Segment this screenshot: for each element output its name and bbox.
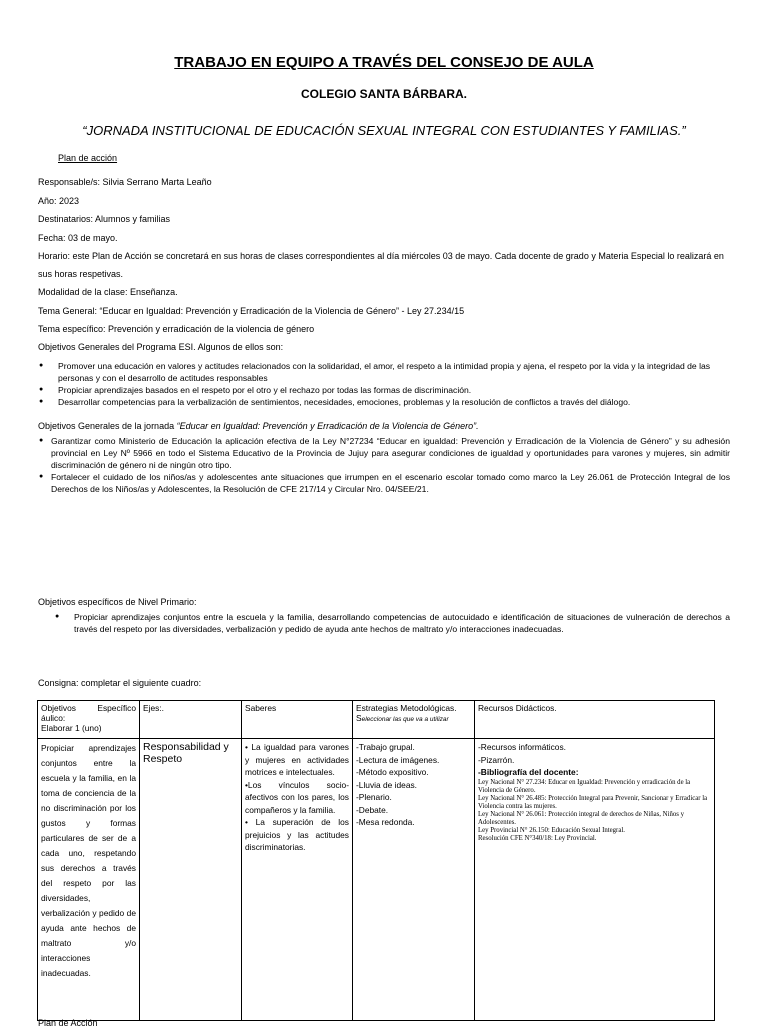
fecha-line: Fecha: 03 de mayo. [38,233,118,243]
header-objetivos [38,701,140,739]
consigna-line: Consigna: completar el siguiente cuadro: [38,678,202,688]
bibliografia-item: Resolución CFE N°340/18: Ley Provincial. [478,834,597,842]
header-estrategias [353,701,475,739]
cell-objetivo [38,739,140,1021]
table-header-row [38,701,715,739]
objetivos-jornada-list [38,435,730,495]
bibliografia-item: Ley Provincial N° 26.150: Educación Sexual Integral. [478,826,625,834]
header-estrategias-note-initial: S [356,713,362,723]
list-item: ● Garantizar como Ministerio de Educación la aplicación efectiva de la Ley N°27234 “Educar en igualdad: Prevención y Erradicación de la Violencia de Género” y su adhesión provincial en Ley Nº 5966 en todo el Sistema Educativo de la Provincia de Jujuy para asegurar condiciones de igualdad y oportunidades para varones y mujeres, sin admitir discriminación de género ni de ningún otro tipo. [38,435,730,471]
header-recursos-label: Recursos Didácticos. [478,703,557,713]
estrategia-item: -Lectura de imágenes. [356,754,440,765]
objetivos-jornada-heading [38,421,479,431]
estrategia-item: -Trabajo grupal. [356,742,415,752]
eje-text: Responsabilidad y Respeto [143,741,229,765]
estrategia-item: -Método expositivo. [356,767,429,777]
bibliografia-item: Ley Nacional N° 27.234: Educar en Igualdad: Prevención y erradicación de la Violencia de Género. [478,778,691,794]
table-row [38,739,715,1021]
objetivos-jornada-prefix: Objetivos Generales de la jornada [38,421,177,431]
objetivos-primario-heading: Objetivos específicos de Nivel Primario: [38,597,197,607]
bibliografia-item: Ley Nacional N° 26.485: Protección Integral para Prevenir, Sancionar y Erradicar la Violencia contra las mujeres. [478,794,708,810]
estrategia-item: -Mesa redonda. [356,817,415,827]
responsable-line: Responsable/s: Silvia Serrano Marta Leaño [38,177,212,187]
recurso-item: -Pizarrón. [478,754,515,765]
header-recursos [475,701,715,739]
header-estrategias-label: Estrategias Metodológicas. [356,703,457,713]
horario-paragraph: Horario: este Plan de Acción se concretará en sus horas de clases correspondientes al día miércoles 03 de mayo. Cada docente de grado y Materia Especial lo realizará en sus horas respetivas. [38,251,724,279]
list-item: ● Propiciar aprendizajes conjuntos entre la escuela y la familia, desarrollando competencias de autocuidado e identificación de situaciones de vulneración de derechos a través del respeto por las diversidades, verbalización y pedido de ayuda ante hechos de maltrato y/o interacciones inadecuadas. [54,611,730,635]
objetivos-esi-heading: Objetivos Generales del Programa ESI. Algunos de ellos son: [38,342,284,352]
plan-label: Plan de acción [58,153,118,163]
header-ejes-label: Ejes:. [143,703,164,713]
list-item: ● Desarrollar competencias para la verbalización de sentimientos, necesidades, emociones, problemas y la resolución de conflictos a través del diálogo. [38,396,730,408]
cell-estrategias [353,739,475,1021]
cell-eje [140,739,242,1021]
tema-especifico-line: Tema específico: Prevención y erradicación de la violencia de género [38,324,315,334]
recurso-item: -Recursos informáticos. [478,742,566,752]
objetivos-jornada-title: “Educar en Igualdad: Prevención y Erradicación de la Violencia de Género”. [176,421,479,431]
bibliografia-item: Ley Nacional N° 26.061: Protección integral de derechos de Niñas, Niños y Adolescentes. [478,810,685,826]
jornada-title: “JORNADA INSTITUCIONAL DE EDUCACIÓN SEXUAL INTEGRAL CON ESTUDIANTES Y FAMILIAS.” [82,123,686,138]
school-name: COLEGIO SANTA BÁRBARA. [301,87,467,101]
bibliografia-title: -Bibliografía del docente: [478,767,579,777]
planning-table [37,700,715,1021]
header-saberes-label: Saberes [245,703,277,713]
footer-plan-label: Plan de Acción [38,1018,98,1028]
saber-item: • La igualdad para varones y mujeres en actividades motrices e intelectuales. [245,742,349,777]
modalidad-line: Modalidad de la clase: Enseñanza. [38,287,178,297]
objetivo-text: Propiciar aprendizajes conjuntos entre la escuela y la familia, en la toma de conciencia de la no discriminación por los gustos y formas particulares de ser de a cada uno, respetando sus derechos a través del respeto por las diversidades, verbalización y pedido de ayuda ante hechos de maltrato y/o interacciones inadecuadas. [41,743,136,978]
estrategia-item: -Plenario. [356,792,392,802]
saber-item: •Los vínculos socio-afectivos con los pares, los compañeros y la familia. [245,779,349,815]
header-ejes [140,701,242,739]
tema-general-line: Tema General: “Educar en Igualdad: Prevención y Erradicación de la Violencia de Género” - Ley 27.234/15 [38,306,465,316]
cell-saberes [242,739,353,1021]
anio-line: Año: 2023 [38,196,80,206]
header-elaborar-label: Elaborar 1 (uno) [41,723,102,733]
objetivos-primario-list [54,611,730,635]
header-objetivos-label: Objetivos Específico áulico: [41,703,136,723]
list-item: ● Propiciar aprendizajes basados en el respeto por el otro y el rechazo por todas las formas de discriminación. [38,384,730,396]
header-estrategias-note: eleccionar las que va a utilizar [361,716,449,723]
saber-item: • La superación de los prejuicios y las actitudes discriminatorias. [245,817,349,852]
destinatarios-line: Destinatarios: Alumnos y familias [38,214,171,224]
header-saberes [242,701,353,739]
estrategia-item: -Debate. [356,804,389,815]
document-title: TRABAJO EN EQUIPO A TRAVÉS DEL CONSEJO DE AULA [174,54,594,71]
list-item: ● Promover una educación en valores y actitudes relacionados con la solidaridad, el amor, el respeto a la intimidad propia y ajena, el respeto por la vida y la integridad de las personas y con el desarrollo de actitudes responsables [38,360,730,384]
list-item: ● Fortalecer el cuidado de los niños/as y adolescentes ante situaciones que irrumpen en el escenario escolar tomado como marco la Ley 26.061 de Protección Integral de los Derechos de los Niños/as y Adolescentes, la Resolución de CFE 217/14 y Circular Nro. 04/SEE/21. [38,471,730,495]
cell-recursos [475,739,715,1021]
estrategia-item: -Lluvia de ideas. [356,779,417,790]
objetivos-esi-list [38,360,730,408]
